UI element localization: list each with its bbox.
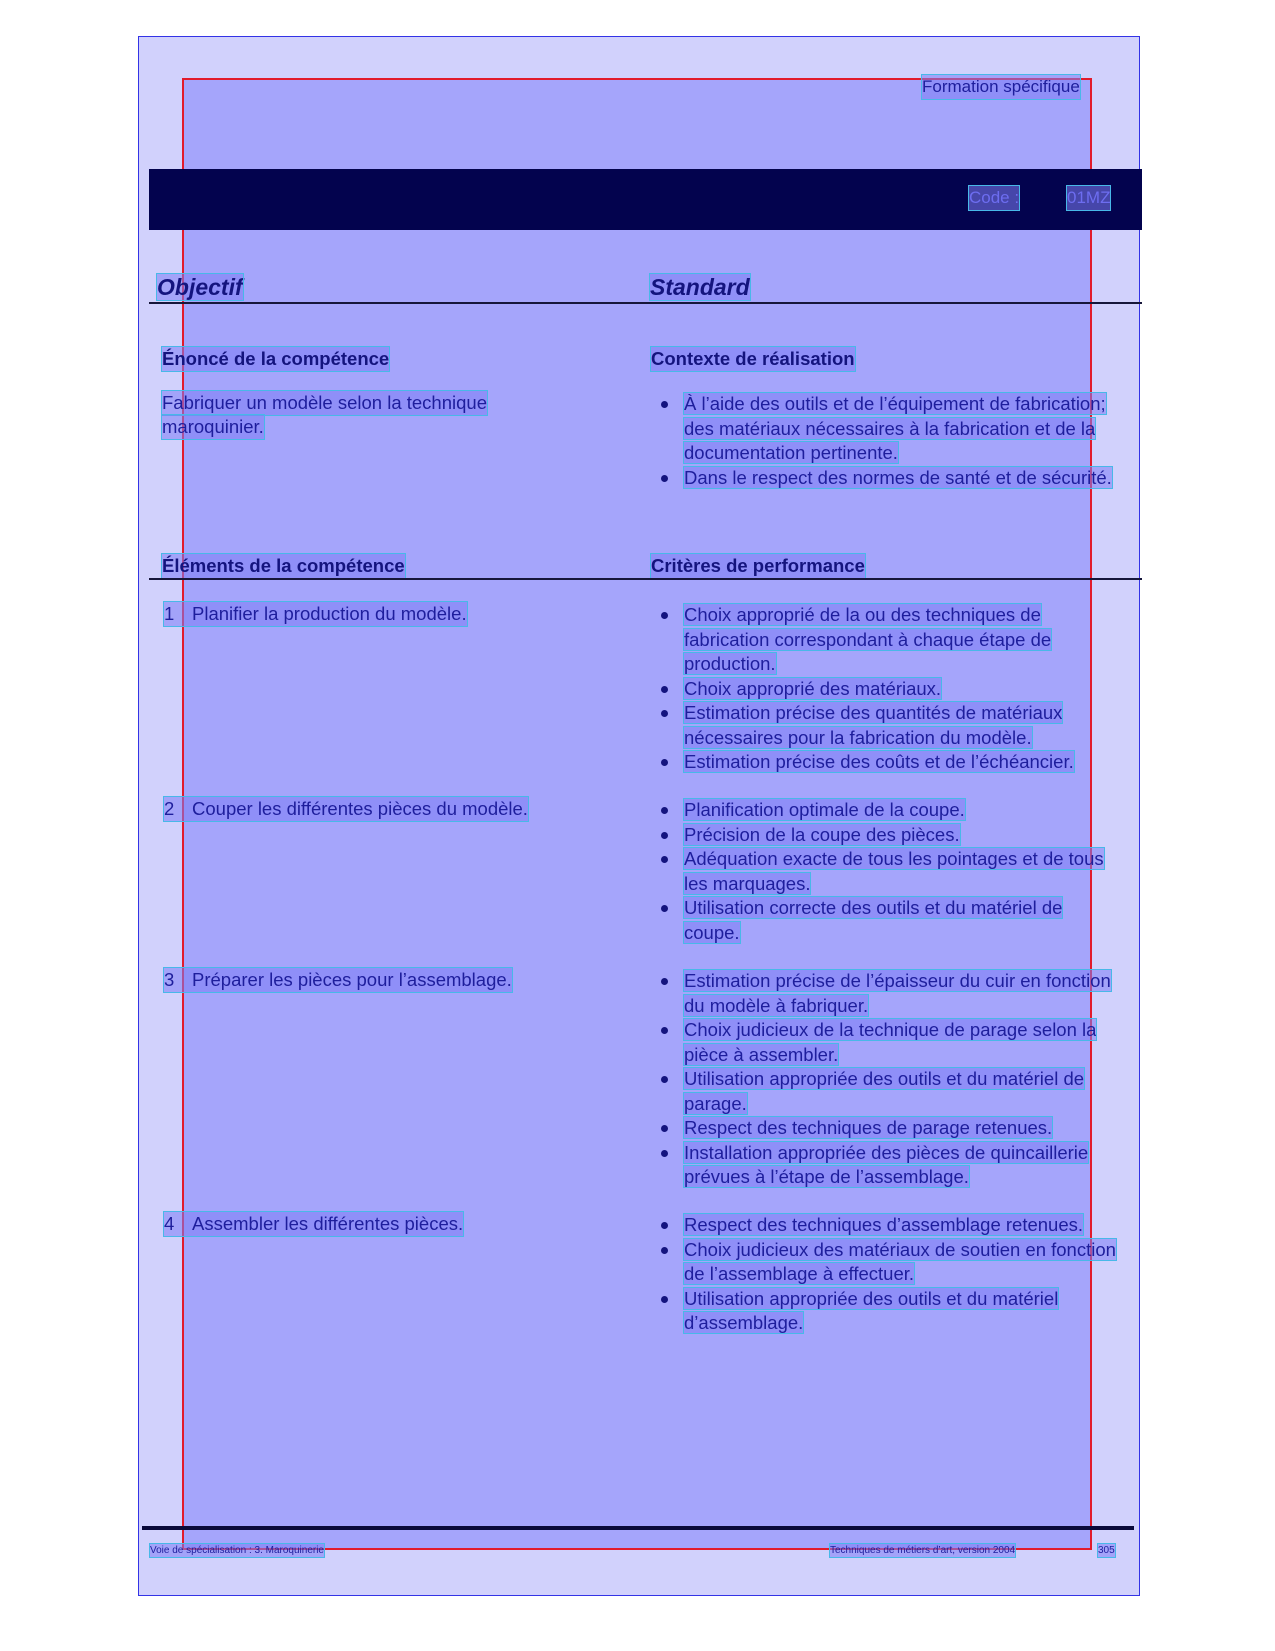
bullet-icon bbox=[661, 710, 668, 717]
criteres-title: Critères de performance bbox=[651, 555, 865, 576]
bullet-icon bbox=[661, 1150, 668, 1157]
list-item: Adéquation exacte de tous les pointages et de tous les marquages. bbox=[660, 847, 1120, 896]
list-item: Utilisation correcte des outils et du matériel de coupe. bbox=[660, 896, 1120, 945]
bullet-icon bbox=[661, 1247, 668, 1254]
code-label: Code : bbox=[969, 186, 1019, 210]
bullet-icon bbox=[661, 759, 668, 766]
formation-label: Formation spécifique bbox=[922, 75, 1080, 99]
bullet-icon bbox=[661, 978, 668, 985]
bullet-icon bbox=[661, 475, 668, 482]
footer-rule bbox=[142, 1526, 1134, 1530]
list-item: Choix judicieux de la technique de parage selon la pièce à assembler. bbox=[660, 1018, 1120, 1067]
header-bar bbox=[149, 169, 1142, 230]
bullet-icon bbox=[661, 686, 668, 693]
list-item: À l’aide des outils et de l’équipement de fabrication; des matériaux nécessaires à la fabrication et de la documentation pertinente. bbox=[660, 392, 1120, 466]
criteria-list-1 bbox=[660, 603, 1120, 775]
list-item: Planification optimale de la coupe. bbox=[660, 798, 1120, 823]
bullet-icon bbox=[661, 1125, 668, 1132]
standard-heading: Standard bbox=[650, 274, 750, 300]
list-item: Estimation précise des quantités de matériaux nécessaires pour la fabrication du modèle. bbox=[660, 701, 1120, 750]
elements-title: Éléments de la compétence bbox=[162, 555, 405, 576]
bullet-icon bbox=[661, 1222, 668, 1229]
list-item: Dans le respect des normes de santé et de sécurité. bbox=[660, 466, 1120, 491]
element-row-1: 1 Planifier la production du modèle. bbox=[164, 603, 467, 624]
element-row-3: 3 Préparer les pièces pour l’assemblage. bbox=[164, 969, 512, 990]
list-item: Estimation précise des coûts et de l’échéancier. bbox=[660, 750, 1120, 775]
enonce-line-2: maroquinier. bbox=[162, 416, 264, 437]
criteria-list-2 bbox=[660, 798, 1120, 945]
list-item: Respect des techniques d’assemblage retenues. bbox=[660, 1213, 1120, 1238]
bullet-icon bbox=[661, 1076, 668, 1083]
enonce-title: Énoncé de la compétence bbox=[162, 348, 390, 369]
page-number: 305 bbox=[1098, 1545, 1115, 1556]
bullet-icon bbox=[661, 905, 668, 912]
elements-rule bbox=[149, 578, 1142, 580]
bullet-icon bbox=[661, 612, 668, 619]
bullet-icon bbox=[661, 832, 668, 839]
enonce-line-1: Fabriquer un modèle selon la technique bbox=[162, 392, 487, 413]
list-item: Choix judicieux des matériaux de soutien en fonction de l’assemblage à effectuer. bbox=[660, 1238, 1120, 1287]
bullet-icon bbox=[661, 1296, 668, 1303]
footer-right: Techniques de métiers d’art, version 2004 bbox=[830, 1545, 1016, 1556]
element-row-4: 4 Assembler les différentes pièces. bbox=[164, 1213, 464, 1234]
objectif-heading: Objectif bbox=[157, 274, 243, 300]
code-value: 01MZ bbox=[1067, 186, 1110, 210]
criteria-list-3 bbox=[660, 969, 1120, 1190]
list-item: Précision de la coupe des pièces. bbox=[660, 823, 1120, 848]
heading-rule bbox=[149, 302, 1142, 304]
footer-left: Voie de spécialisation : 3. Maroquinerie bbox=[150, 1545, 324, 1556]
criteria-list-4 bbox=[660, 1213, 1120, 1336]
bullet-icon bbox=[661, 1027, 668, 1034]
list-item: Respect des techniques de parage retenues. bbox=[660, 1116, 1120, 1141]
list-item: Utilisation appropriée des outils et du matériel de parage. bbox=[660, 1067, 1120, 1116]
list-item: Estimation précise de l’épaisseur du cuir en fonction du modèle à fabriquer. bbox=[660, 969, 1120, 1018]
element-row-2: 2 Couper les différentes pièces du modèle. bbox=[164, 798, 528, 819]
contexte-list bbox=[660, 392, 1120, 490]
list-item: Installation appropriée des pièces de quincaillerie prévues à l’étape de l’assemblage. bbox=[660, 1141, 1120, 1190]
contexte-title: Contexte de réalisation bbox=[651, 348, 855, 369]
bullet-icon bbox=[661, 856, 668, 863]
list-item: Utilisation appropriée des outils et du matériel d’assemblage. bbox=[660, 1287, 1120, 1336]
bullet-icon bbox=[661, 401, 668, 408]
list-item: Choix approprié des matériaux. bbox=[660, 677, 1120, 702]
bullet-icon bbox=[661, 807, 668, 814]
list-item: Choix approprié de la ou des techniques de fabrication correspondant à chaque étape de production. bbox=[660, 603, 1120, 677]
